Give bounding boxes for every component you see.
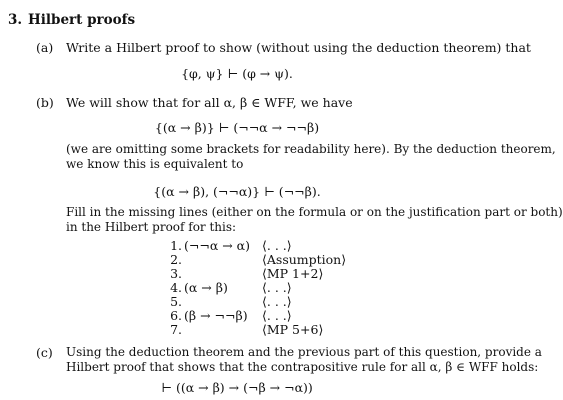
proof-line-number: 7. bbox=[170, 322, 182, 337]
proof-table bbox=[160, 238, 400, 338]
proof-line-justification: ⟨. . .⟩ bbox=[262, 238, 292, 253]
proof-line-justification: ⟨. . .⟩ bbox=[262, 294, 292, 309]
proof-line-number: 3. bbox=[170, 266, 182, 281]
proof-line-formula: (β → ¬¬β) bbox=[184, 308, 248, 323]
proof-line-number: 6. bbox=[170, 308, 182, 323]
proof-line-formula: (α → β) bbox=[184, 280, 228, 295]
proof-line-justification: ⟨MP 5+6⟩ bbox=[262, 322, 324, 337]
part-b-label: (b) bbox=[36, 95, 54, 110]
section-title: Hilbert proofs bbox=[28, 12, 136, 28]
part-c-label: (c) bbox=[36, 345, 53, 360]
part-b-formula-1: {(α → β)} ⊢ (¬¬α → ¬¬β) bbox=[154, 120, 320, 135]
proof-line-number: 1. bbox=[170, 238, 182, 253]
part-b-paragraph-1-line-1: (we are omitting some brackets for readability here). By the deduction theorem, bbox=[66, 142, 556, 156]
part-c-text-line-1: Using the deduction theorem and the previous part of this question, provide a bbox=[66, 345, 542, 359]
part-c-formula: ⊢ ((α → β) → (¬β → ¬α)) bbox=[161, 380, 313, 395]
part-c-text-line-2: Hilbert proof that shows that the contrapositive rule for all α, β ∈ WFF holds: bbox=[66, 360, 539, 374]
part-b-paragraph-2-line-2: in the Hilbert proof for this: bbox=[66, 220, 237, 234]
proof-line-justification: ⟨. . .⟩ bbox=[262, 280, 292, 295]
proof-line-justification: ⟨MP 1+2⟩ bbox=[262, 266, 324, 281]
section-number: 3. bbox=[8, 12, 23, 28]
proof-line-formula: (¬¬α → α) bbox=[184, 238, 251, 253]
proof-line-justification: ⟨. . .⟩ bbox=[262, 308, 292, 323]
proof-line-number: 4. bbox=[170, 280, 182, 295]
part-a-formula: {φ, ψ} ⊢ (φ → ψ). bbox=[181, 66, 293, 81]
part-a-text: Write a Hilbert proof to show (without using the deduction theorem) that bbox=[66, 40, 531, 55]
proof-line-number: 5. bbox=[170, 294, 182, 309]
part-b-formula-2: {(α → β), (¬¬α)} ⊢ (¬¬β). bbox=[153, 184, 321, 199]
proof-line-justification: ⟨Assumption⟩ bbox=[262, 252, 347, 267]
part-a-label: (a) bbox=[36, 40, 54, 55]
part-b-text: We will show that for all α, β ∈ WFF, we have bbox=[66, 95, 353, 110]
part-b-paragraph-2-line-1: Fill in the missing lines (either on the formula or on the justification part or both) bbox=[66, 205, 563, 219]
part-b-paragraph-1-line-2: we know this is equivalent to bbox=[66, 157, 244, 171]
proof-line-number: 2. bbox=[170, 252, 182, 267]
